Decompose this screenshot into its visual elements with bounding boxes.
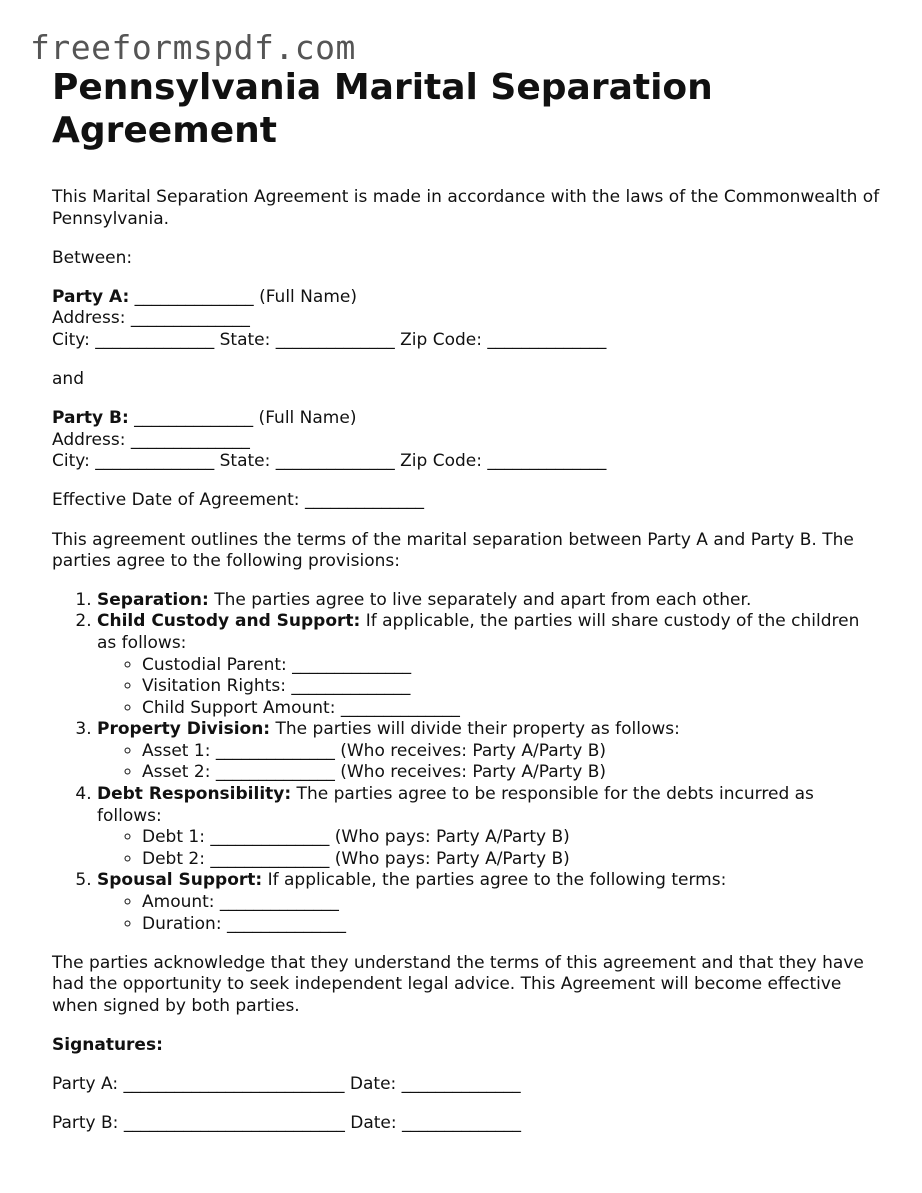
intro-paragraph: This Marital Separation Agreement is made in accordance with the laws of the Commonwealth of Pennsylvania. [52,187,880,229]
sub-item: ◦ Debt 1: ______________ (Who pays: Party A/Party B) [142,827,882,849]
page-title: Pennsylvania Marital Separation Agreement [52,67,713,151]
party-b-city-line: City: ______________ State: ______________ Zip Code: ______________ [52,451,607,472]
provision-text: The parties agree to be responsible for the debts incurred as follows: [97,784,814,826]
effective-date-line: Effective Date of Agreement: ______________ [52,490,424,511]
party-b-name-line [52,408,882,430]
provision-text: If applicable, the parties agree to the following terms: [262,870,727,891]
provision-heading: Property Division: [97,719,271,740]
signature-line-party-b: Party B: __________________________ Date: ______________ [52,1113,521,1134]
provision-item [97,719,882,784]
party-b-block [52,408,882,473]
sub-item: ◦ Visitation Rights: ______________ [142,676,882,698]
provision-sublist [97,741,882,784]
provision-item [97,784,882,870]
party-a-city-line: City: ______________ State: ______________ Zip Code: ______________ [52,329,607,350]
provision-heading: Separation: [97,589,209,610]
provision-text: The parties will divide their property as follows: [270,719,680,740]
sub-item: ◦ Asset 2: ______________ (Who receives: Party A/Party B) [142,762,882,784]
party-a-name-field: ______________ (Full Name) [129,286,357,307]
sub-item: ◦ Amount: ______________ [142,892,882,914]
document-body [52,66,882,1135]
signature-line-party-a: Party A: __________________________ Date: ______________ [52,1074,521,1095]
and-label: and [52,369,84,390]
provision-item [97,590,882,612]
provision-heading: Spousal Support: [97,870,263,891]
provision-item [97,870,882,935]
provisions-list [52,590,882,936]
party-a-label: Party A: [52,286,130,307]
provision-heading: Debt Responsibility: [97,784,292,805]
party-b-name-field: ______________ (Full Name) [128,408,357,429]
provision-text: If applicable, the parties will share custody of the children as follows: [97,611,860,653]
acknowledgment-paragraph: The parties acknowledge that they understand the terms of this agreement and that they have had the opportunity to seek independent legal advice. This Agreement will become effective when signed by both parties. [52,952,864,1016]
provision-text: The parties agree to live separately and apart from each other. [208,589,752,610]
party-a-block [52,287,882,352]
watermark: freeformspdf.com [30,28,356,67]
provision-sublist [97,827,882,870]
party-a-name-line [52,287,882,309]
between-label: Between: [52,247,133,268]
sub-item: ◦ Asset 1: ______________ (Who receives: Party A/Party B) [142,741,882,763]
sub-item: ◦ Duration: ______________ [142,914,882,936]
party-b-label: Party B: [52,408,129,429]
sub-item: ◦ Custodial Parent: ______________ [142,655,882,677]
party-b-address-line: Address: ______________ [52,429,250,450]
sub-item: ◦ Child Support Amount: ______________ [142,698,882,720]
provision-heading: Child Custody and Support: [97,611,361,632]
provision-sublist [97,892,882,935]
provision-sublist [97,655,882,720]
outline-paragraph: This agreement outlines the terms of the marital separation between Party A and Party B. The parties agree to the following provisions: [52,529,854,572]
party-a-address-line: Address: ______________ [52,308,250,329]
signatures-heading [52,1035,882,1057]
sub-item: ◦ Debt 2: ______________ (Who pays: Party A/Party B) [142,849,882,871]
signatures-heading-text: Signatures: [52,1035,163,1055]
provision-item [97,611,882,719]
